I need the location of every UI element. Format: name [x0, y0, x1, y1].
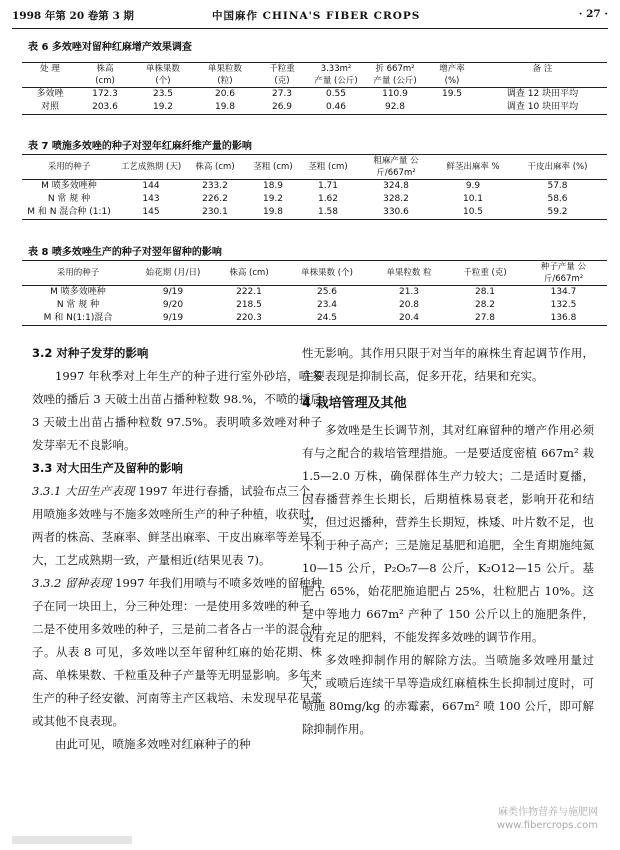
cell: M 喷多效唑种 [50, 287, 106, 297]
cell: 203.6 [78, 101, 132, 115]
cell: 218.5 [236, 300, 262, 310]
cell: N 常 规 种 [56, 300, 100, 310]
t6-h2-7: (%) [426, 75, 478, 88]
right-paragraph-2: 多效唑是生长调节剂，其对红麻留种的增产作用必须有与之配合的栽培管理措施。一是要适度密植 667m² 栽 1.5—2.0 万株，确保群体生产力较大；二是适时夏播，因春播营养生长期长，后期植株易衰老，影响开花和结实，但过迟播种，营养生长期短，株矮、叶片数不足，也不利于种子高产；三是施足基肥和追肥，全生育期施纯氮 10—15 公斤，P₂O₅7—8 公斤，K₂O12—15 公斤。基肥占 65%，始花肥施追肥占 25%，壮粒肥占 10%。这是中等地力 667m² 产种了 150 公斤以上的施肥条件，没有充足的肥料，不能发挥多效唑的调节作用。 [302, 423, 594, 644]
t7-h-3: 茎粗 (cm) [244, 155, 302, 180]
t6-h1-4: 千粒重 [256, 63, 308, 76]
cell: 58.6 [547, 194, 568, 204]
t6-h2-6: 产量 (公斤) [364, 75, 426, 88]
cell: 9/20 [162, 300, 184, 310]
cell: M 喷多效唑种 [41, 181, 97, 191]
table-8 [22, 260, 607, 326]
cell: 20.6 [214, 89, 236, 99]
cell: 220.3 [212, 312, 286, 326]
t6-h1-3: 单果粒数 [194, 63, 256, 76]
scan-artifact [12, 836, 132, 844]
cell: 多效唑 [36, 89, 64, 99]
cell: 172.3 [92, 89, 118, 99]
cell: 132.5 [550, 300, 577, 310]
cell: M 和 N(1:1)混合 [22, 312, 134, 326]
section-3-3-1-text: 1997 年进行春播，试验布点三个，用喷施多效唑与不施多效唑所生产的种子种植，收获时，两者的株高、茎麻率、鲜茎出麻率、干皮出麻率等差异不大，工艺成熟期一致，产量相近(结果见表 7)。 [32, 484, 323, 567]
cell: 144 [142, 181, 160, 191]
cell: 136.8 [520, 312, 607, 326]
conclusion-paragraph: 由此可见，喷施多效唑对红麻种子的种 [55, 737, 251, 751]
site-watermark [497, 806, 598, 832]
t8-h-1: 始花期 (月/日) [134, 261, 212, 286]
section-3-2-paragraph: 1997 年秋季对上年生产的种子进行室外砂培，喷多效唑的播后 3 天破土出苗占播种粒数 98.%，不喷的播后 3 天破土出苗占播种粒数 97.5%。表明喷多效唑对种子发芽率无不良影响。 [32, 369, 322, 452]
t6-h1-6: 折 667m² [364, 63, 426, 76]
journal-title: 中国麻作 CHINA'S FIBER CROPS [212, 10, 421, 22]
cell: 25.6 [316, 287, 338, 297]
t6-h2-4: (克) [256, 75, 308, 88]
table-row [22, 88, 607, 102]
cell: 调查 10 块田平均 [478, 101, 607, 115]
cell: 92.8 [364, 101, 426, 115]
table-row [22, 286, 607, 300]
cell: 9.9 [465, 181, 481, 191]
cell: 27.3 [271, 89, 293, 99]
section-4-title: 4 栽培管理及其他 [302, 396, 407, 411]
right-column [302, 342, 594, 741]
table-6 [22, 62, 607, 115]
cell: 1.71 [317, 181, 339, 191]
cell: 28.1 [474, 287, 496, 297]
cell: 134.7 [550, 287, 577, 297]
t6-h1-7: 增产率 [426, 63, 478, 76]
t6-h1-0: 处 理 [22, 63, 78, 76]
cell: 10.1 [462, 194, 484, 204]
journal-issue: 1998 年第 20 卷第 3 期 [12, 10, 134, 22]
cell: 23.5 [152, 89, 174, 99]
cell: 对照 [22, 101, 78, 115]
page-number: · 27 · [578, 8, 608, 20]
t8-h-2: 株高 (cm) [212, 261, 286, 286]
cell: 28.2 [474, 300, 496, 310]
cell: 110.9 [382, 89, 408, 99]
t6-h1-1: 株高 [78, 63, 132, 76]
t8-h-0: 采用的种子 [22, 261, 134, 286]
watermark-line-1: 麻类作物营养与施肥网 [498, 807, 598, 818]
table-row [22, 312, 607, 326]
cell: M 和 N 混合种 (1:1) [22, 206, 116, 220]
cell: 18.9 [262, 181, 284, 191]
cell: 143 [142, 194, 160, 204]
cell: 26.9 [256, 101, 308, 115]
cell: 145 [116, 206, 186, 220]
table-row [22, 206, 607, 220]
t7-h-6: 鲜茎出麻率 % [438, 155, 508, 180]
t6-h1-8: 备 注 [478, 63, 607, 76]
t6-h2-2: (个) [132, 75, 194, 88]
cell: 230.1 [186, 206, 244, 220]
cell: 9/19 [134, 312, 212, 326]
table-row [22, 299, 607, 312]
t7-h-7: 干皮出麻率 (%) [508, 155, 607, 180]
cell: 226.2 [202, 194, 228, 204]
cell: N 常 规 种 [47, 194, 91, 204]
right-paragraph-1: 性无影响。其作用只限于对当年的麻株生育起调节作用，主要表现是抑制长高，促多开花，结果和充实。 [302, 346, 594, 383]
cell [426, 101, 478, 115]
t6-h1-5: 3.33m² [308, 63, 364, 76]
t6-h1-2: 单株果数 [132, 63, 194, 76]
cell: 10.5 [438, 206, 508, 220]
cell: 21.3 [398, 287, 420, 297]
section-3-3-2-text: 1997 年我们用喷与不喷多效唑的留种种子在同一块田上，分三种处理：一是使用多效唑的种子，二是不使用多效唑的种子，三是前二者各占一半的混合种子。从表 8 可见，多效唑以至年留种红麻的始花期、株高、单株果数、千粒重及种子产量等无明显影响。多年来生产的种子经安徽、河南等主产区栽培、未发现早花早蕾或其他不良表现。 [32, 576, 323, 728]
watermark-line-2: www.fibercrops.com [496, 820, 598, 831]
t8-h-4: 单果粒数 粒 [368, 261, 450, 286]
cell: 调查 12 块田平均 [506, 89, 579, 99]
cell: 233.2 [202, 181, 228, 191]
cell: 1.58 [302, 206, 354, 220]
t7-h-5: 粗麻产量 公斤/667m² [354, 155, 438, 180]
cell: 19.2 [132, 101, 194, 115]
cell: 328.2 [383, 194, 409, 204]
cell: 324.8 [383, 181, 409, 191]
cell: 1.62 [317, 194, 339, 204]
t8-h-6: 种子产量 公斤/667m² [520, 261, 607, 286]
header-rule [12, 28, 608, 29]
t7-h-1: 工艺成熟期 (天) [116, 155, 186, 180]
right-paragraph-3: 多效唑抑制作用的解除方法。当喷施多效唑用量过大，或喷后连续干旱等造成红麻植株生长抑制过度时，可喷施 80mg/kg 的赤霉素，667m² 喷 100 公斤，即可解除抑制作用。 [302, 653, 594, 736]
table-row [22, 101, 607, 115]
table-row [22, 180, 607, 194]
t6-h2-3: (粒) [194, 75, 256, 88]
cell: 27.8 [450, 312, 520, 326]
cell: 330.6 [354, 206, 438, 220]
table-8-caption: 表 8 喷多效唑生产的种子对翌年留种的影响 [28, 247, 222, 258]
cell: 222.1 [236, 287, 262, 297]
cell: 9/19 [162, 287, 184, 297]
t8-h-3: 单株果数 (个) [286, 261, 368, 286]
t6-h2-5: 产量 (公斤) [308, 75, 364, 88]
cell: 20.8 [398, 300, 420, 310]
t7-h-0: 采用的种子 [22, 155, 116, 180]
cell: 20.4 [368, 312, 450, 326]
section-3-2-title: 3.2 对种子发芽的影响 [32, 346, 149, 360]
cell: 19.8 [244, 206, 302, 220]
left-column [32, 342, 322, 756]
t7-h-4: 茎粗 (cm) [302, 155, 354, 180]
t6-h2-8 [478, 75, 607, 88]
t7-h-2: 株高 (cm) [186, 155, 244, 180]
section-3-3-2-label: 3.3.2 留种表现 [32, 576, 112, 590]
table-7-caption: 表 7 喷施多效唑的种子对翌年红麻纤维产量的影响 [28, 141, 252, 152]
cell: 19.2 [262, 194, 284, 204]
cell: 19.8 [194, 101, 256, 115]
cell: 19.5 [441, 89, 463, 99]
cell: 23.4 [316, 300, 338, 310]
table-6-caption: 表 6 多效唑对留种红麻增产效果调查 [28, 42, 192, 53]
cell: 59.2 [508, 206, 607, 220]
cell: 24.5 [286, 312, 368, 326]
t8-h-5: 千粒重 (克) [450, 261, 520, 286]
t6-h2-1: (cm) [78, 75, 132, 88]
cell: 0.46 [308, 101, 364, 115]
section-3-3-1-label: 3.3.1 大田生产表现 [32, 484, 135, 498]
table-7 [22, 154, 607, 220]
running-header [12, 6, 608, 28]
cell: 57.8 [547, 181, 568, 191]
table-row [22, 193, 607, 206]
cell: 0.55 [325, 89, 347, 99]
t6-h2-0 [22, 75, 78, 88]
section-3-3-title: 3.3 对大田生产及留种的影响 [32, 461, 183, 475]
